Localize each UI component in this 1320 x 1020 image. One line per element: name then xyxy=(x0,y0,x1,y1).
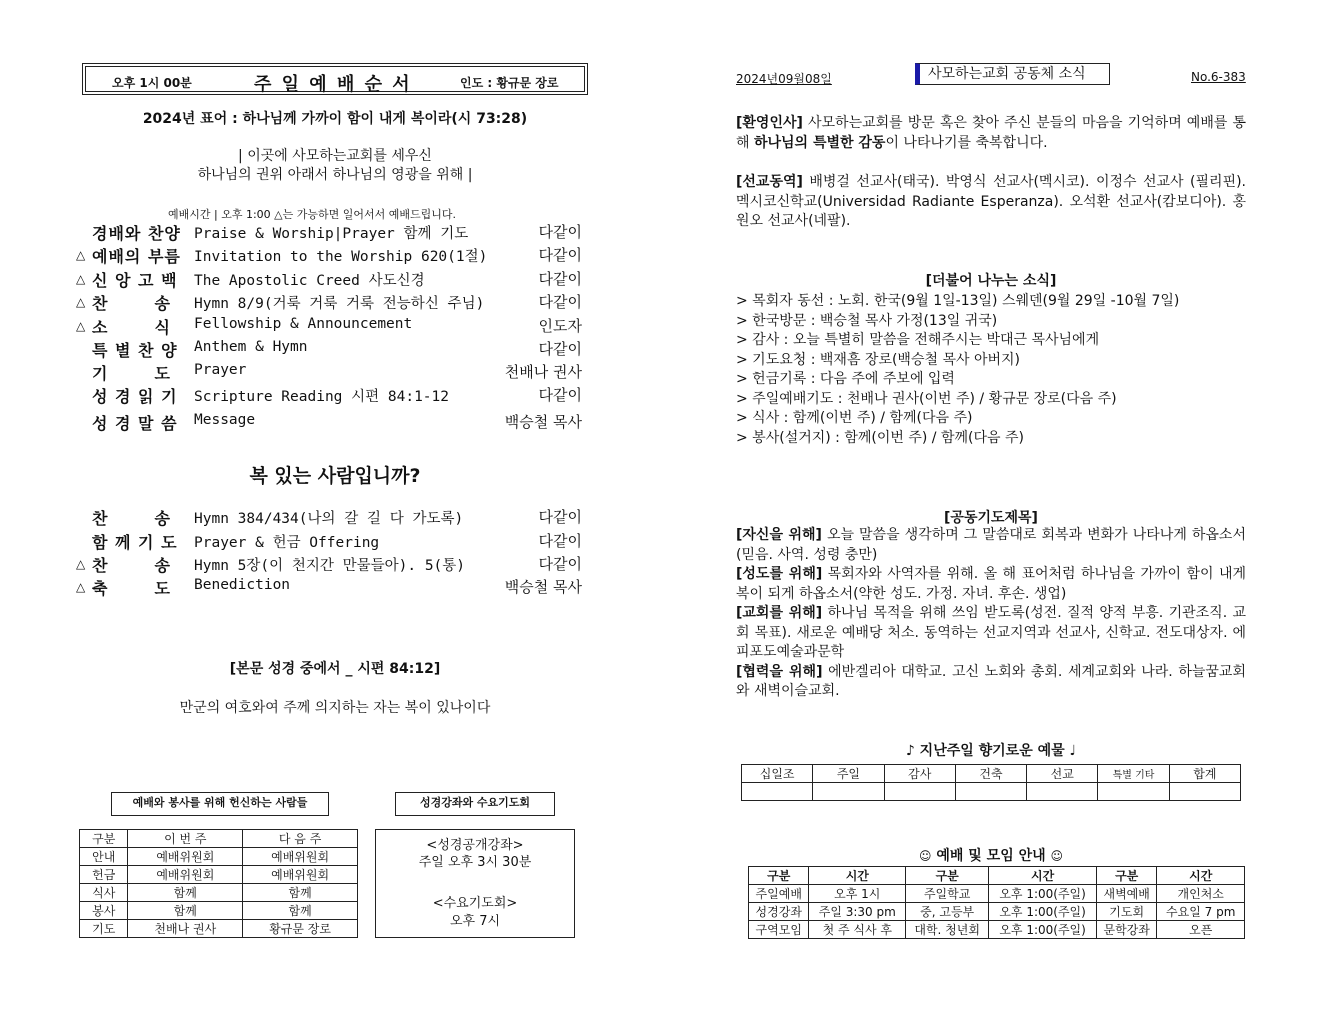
stand-mark: △ xyxy=(76,319,86,333)
welcome-text-1: 사모하는교회를 방문 혹은 찾아 주신 분들의 마음을 기억하며 예배를 통해 xyxy=(736,115,1246,151)
vision-line-2: 하나님의 권위 아래서 하나님의 영광을 위해 | xyxy=(197,167,473,183)
order-row xyxy=(76,530,586,552)
offering-value xyxy=(1027,783,1098,801)
offering-table xyxy=(741,764,1241,801)
order-item-desc: Scripture Reading 시편 84:1-12 xyxy=(194,389,449,405)
schedule-cell: 오후 1:00(주일) xyxy=(989,903,1097,921)
schedule-col-header: 구분 xyxy=(749,867,809,885)
schedule-cell: 구역모임 xyxy=(749,921,809,939)
order-item-desc: The Apostolic Creed 사도신경 xyxy=(194,273,425,289)
schedule-cell: 오후 1:00(주일) xyxy=(989,921,1097,939)
offering-value xyxy=(742,783,813,801)
servers-cell: 식사 xyxy=(80,884,128,902)
servers-cell: 함께 xyxy=(243,902,358,920)
order-item-desc: Praise & Worship|Prayer 함께 기도 xyxy=(194,226,469,242)
servers-cell: 예배위원회 xyxy=(128,848,243,866)
news-item: > 감사 : 오늘 특별히 말씀을 전해주시는 박대근 목사님에게 xyxy=(736,332,1100,348)
order-item-leader: 인도자 xyxy=(538,317,582,335)
order-item-desc: Invitation to the Worship 620(1절) xyxy=(194,249,488,265)
order-item-name: 찬 송 xyxy=(92,509,171,528)
order-item-name: 소 식 xyxy=(92,318,171,337)
bulletin-issue: No.6-383 xyxy=(1191,70,1246,84)
schedule-row xyxy=(749,921,1245,939)
news-item: > 한국방문 : 백승철 목사 가정(13일 귀국) xyxy=(736,312,998,329)
mission-text: 배병걸 선교사(태국). 박영식 선교사(멕시코). 이정수 선교사 (필리핀). 멕시코신학교(Universidad Radiante Esperanza). 오석환 선교사(캄보디아). 홍원오 선교사(네팔). xyxy=(736,174,1246,229)
order-item-leader: 다같이 xyxy=(538,555,582,573)
offering-value xyxy=(813,783,884,801)
prayer-item xyxy=(736,565,1246,604)
order-item-name: 축 도 xyxy=(92,579,171,598)
service-note: 예배시간 | 오후 1:00 △는 가능하면 일어서서 예배드립니다. xyxy=(168,208,456,221)
scripture-text: 만군의 여호와여 주께 의지하는 자는 복이 있나이다 xyxy=(179,700,491,716)
news-item: > 봉사(설거지) : 함께(이번 주) / 함께(다음 주) xyxy=(736,429,1024,446)
offering-value xyxy=(1169,783,1240,801)
prayer-heading: [공동기도제목] xyxy=(944,510,1038,526)
prayer-text: 오늘 말씀을 생각하며 그 말씀대로 회복과 변화가 나타나게 하옵소서(믿음. 사역. 성령 충만) xyxy=(736,527,1246,563)
service-header-inner xyxy=(85,66,585,95)
order-row xyxy=(76,315,586,337)
order-item-desc: Hymn 384/434(나의 갈 길 다 가도록) xyxy=(194,511,464,527)
mission-paragraph xyxy=(736,173,1246,232)
bulletin-date: 2024년09월08일 xyxy=(736,72,832,86)
servers-cell: 기도 xyxy=(80,920,128,938)
schedule-cell: 주일학교 xyxy=(906,885,989,903)
prayer-item xyxy=(736,663,1246,702)
offering-value xyxy=(884,783,955,801)
prayer-label: [자신을 위해] xyxy=(736,527,822,543)
offering-col-header: 선교 xyxy=(1027,765,1098,783)
offering-value xyxy=(1098,783,1169,801)
servers-row xyxy=(80,920,358,938)
offering-col-header: 십일조 xyxy=(742,765,813,783)
servers-col-header: 이 번 주 xyxy=(128,830,243,848)
stand-mark: △ xyxy=(76,248,86,262)
news-item: > 기도요청 : 백재흠 장로(백승철 목사 아버지) xyxy=(736,351,1020,368)
order-row xyxy=(76,384,586,406)
yearly-motto: 2024년 표어 : 하나님께 가까이 함이 내게 복이라(시 73:28) xyxy=(142,111,528,127)
prayer-meeting-title: <수요기도회> xyxy=(432,896,518,911)
order-item-name: 특 별 찬 양 xyxy=(92,341,178,360)
schedule-row xyxy=(749,885,1245,903)
news-heading: [더불어 나누는 소식] xyxy=(925,273,1057,289)
study-label: 성경강좌와 수요기도회 xyxy=(395,792,555,816)
schedule-cell: 주일예배 xyxy=(749,885,809,903)
schedule-cell: 첫 주 식사 후 xyxy=(809,921,906,939)
schedule-col-header: 시간 xyxy=(989,867,1097,885)
schedule-cell: 중, 고등부 xyxy=(906,903,989,921)
prayer-label: [협력을 위해] xyxy=(736,663,823,680)
order-item-desc: Benediction xyxy=(194,577,291,593)
servers-label: 예배와 봉사를 위해 헌신하는 사람들 xyxy=(111,792,329,816)
order-item-desc: Hymn 5장(이 천지간 만물들아). 5(통) xyxy=(194,558,466,574)
servers-row xyxy=(80,848,358,866)
prayer-item xyxy=(736,604,1246,663)
servers-col-header: 구분 xyxy=(80,830,128,848)
schedule-table xyxy=(748,866,1245,939)
offering-col-header: 감사 xyxy=(884,765,955,783)
schedule-cell: 대학. 청년회 xyxy=(906,921,989,939)
order-row xyxy=(76,553,586,575)
schedule-heading: 예배 및 모임 안내 xyxy=(936,848,1046,864)
scripture-heading: [본문 성경 중에서 _ 시편 84:12] xyxy=(229,661,441,677)
schedule-icon-right: ☺ xyxy=(1050,849,1064,863)
stand-mark: △ xyxy=(76,272,86,286)
servers-row xyxy=(80,902,358,920)
schedule-cell: 새벽예배 xyxy=(1096,885,1156,903)
welcome-text-2: 이 나타나기를 축복합니다. xyxy=(885,134,1048,151)
order-row xyxy=(76,268,586,290)
news-item: > 목회자 동선 : 노회. 한국(9월 1일-13일) 스웨덴(9월 29일 -10월 7일) xyxy=(736,293,1180,309)
order-item-name: 찬 송 xyxy=(92,294,171,313)
stand-mark: △ xyxy=(76,557,86,571)
schedule-cell: 주일 3:30 pm xyxy=(809,903,906,921)
order-item-name: 예배의 부름 xyxy=(92,247,181,266)
order-row xyxy=(76,338,586,360)
order-item-leader: 백승철 목사 xyxy=(504,413,582,431)
servers-cell: 안내 xyxy=(80,848,128,866)
order-item-desc: Message xyxy=(194,412,256,428)
order-item-leader: 다같이 xyxy=(538,293,582,311)
servers-col-header: 다 음 주 xyxy=(243,830,358,848)
mission-label: [선교동역] xyxy=(736,174,803,190)
order-row xyxy=(76,576,586,598)
servers-cell: 예배위원회 xyxy=(128,866,243,884)
prayer-text: 하나님 목적을 위해 쓰임 받도록(성전. 질적 양적 부흥. 기관조직. 교회 목표). 새로운 예배당 처소. 동역하는 선교지역과 선교사, 신학교. 전도대상자. 에피포도예술과문학 xyxy=(736,605,1247,660)
stand-mark: △ xyxy=(76,295,86,309)
news-item: > 헌금기록 : 다음 주에 주보에 입력 xyxy=(736,371,955,387)
news-item: > 식사 : 함께(이번 주) / 함께(다음 주) xyxy=(736,410,973,426)
order-item-leader: 다같이 xyxy=(538,340,582,358)
servers-cell: 천배나 권사 xyxy=(128,920,243,938)
order-item-name: 경배와 찬양 xyxy=(92,224,181,243)
order-item-desc: Prayer xyxy=(194,362,247,378)
lecture-title: <성경공개강좌> xyxy=(426,838,524,853)
prayer-meeting-time: 오후 7시 xyxy=(449,914,501,929)
offering-col-header: 주일 xyxy=(813,765,884,783)
service-leader: 인도 : 황규문 장로 xyxy=(460,76,559,90)
order-item-name: 함 께 기 도 xyxy=(92,533,178,552)
offering-heading: ♪ 지난주일 향기로운 예물 ♩ xyxy=(905,743,1077,759)
welcome-bold: 하나님의 특별한 감동 xyxy=(753,134,886,151)
schedule-col-header: 시간 xyxy=(1157,867,1245,885)
servers-row xyxy=(80,866,358,884)
order-item-desc: Prayer & 헌금 Offering xyxy=(194,535,380,551)
order-item-name: 찬 송 xyxy=(92,556,171,575)
schedule-cell: 오후 1:00(주일) xyxy=(989,885,1097,903)
schedule-icon-left: ☺ xyxy=(918,849,932,863)
news-item: > 주일예배기도 : 천배나 권사(이번 주) / 황규문 장로(다음 주) xyxy=(736,390,1117,407)
order-row xyxy=(76,361,586,383)
welcome-paragraph xyxy=(736,114,1246,153)
schedule-col-header: 구분 xyxy=(1096,867,1156,885)
order-item-leader: 다같이 xyxy=(538,386,582,404)
servers-cell: 봉사 xyxy=(80,902,128,920)
schedule-col-header: 구분 xyxy=(906,867,989,885)
order-item-leader: 다같이 xyxy=(538,223,582,241)
order-item-leader: 다같이 xyxy=(538,508,582,526)
schedule-col-header: 시간 xyxy=(809,867,906,885)
sermon-title: 복 있는 사람입니까? xyxy=(249,465,421,487)
study-box xyxy=(375,829,575,938)
servers-cell: 헌금 xyxy=(80,866,128,884)
servers-cell: 함께 xyxy=(128,884,243,902)
servers-table xyxy=(79,829,358,938)
order-item-leader: 천배나 권사 xyxy=(504,363,582,381)
schedule-cell: 오픈 xyxy=(1157,921,1245,939)
order-item-leader: 다같이 xyxy=(538,270,582,288)
prayer-label: [성도를 위해] xyxy=(736,566,823,582)
order-item-leader: 다같이 xyxy=(538,246,582,264)
prayer-list xyxy=(736,526,1246,702)
order-item-name: 성 경 읽 기 xyxy=(92,387,178,406)
servers-cell: 황규문 장로 xyxy=(243,920,358,938)
order-row xyxy=(76,291,586,313)
order-row xyxy=(76,244,586,266)
servers-cell: 예배위원회 xyxy=(243,848,358,866)
schedule-cell: 수요일 7 pm xyxy=(1157,903,1245,921)
prayer-item xyxy=(736,526,1246,565)
offering-col-header: 합계 xyxy=(1169,765,1240,783)
servers-row xyxy=(80,884,358,902)
prayer-text: 에반겔리아 대학교. 고신 노회와 총회. 세계교회와 나라. 하늘꿈교회와 새벽이슬교회. xyxy=(736,663,1246,699)
offering-col-header: 건축 xyxy=(955,765,1026,783)
schedule-cell: 개인처소 xyxy=(1157,885,1245,903)
prayer-label: [교회를 위해] xyxy=(736,605,823,621)
service-title: 주 일 예 배 순 서 xyxy=(254,74,412,95)
order-row xyxy=(76,506,586,528)
order-item-name: 신 앙 고 백 xyxy=(92,271,178,290)
order-item-desc: Anthem & Hymn xyxy=(194,339,308,355)
order-item-leader: 다같이 xyxy=(538,532,582,550)
servers-cell: 함께 xyxy=(243,884,358,902)
schedule-cell: 문학강좌 xyxy=(1096,921,1156,939)
servers-cell: 예배위원회 xyxy=(243,866,358,884)
schedule-cell: 기도회 xyxy=(1096,903,1156,921)
prayer-text: 목회자와 사역자를 위해. 올 해 표어처럼 하나님을 가까이 함이 내게 복이 되게 하옵소서(약한 성도. 가정. 자녀. 후손. 생업) xyxy=(736,566,1246,602)
order-row xyxy=(76,221,586,243)
service-time: 오후 1시 00분 xyxy=(112,76,192,90)
order-item-name: 성 경 말 씀 xyxy=(92,414,178,433)
stand-mark: △ xyxy=(76,580,86,594)
order-item-leader: 백승철 목사 xyxy=(504,578,582,596)
offering-value xyxy=(955,783,1026,801)
welcome-label: [환영인사] xyxy=(736,115,803,131)
schedule-row xyxy=(749,903,1245,921)
servers-cell: 함께 xyxy=(128,902,243,920)
order-item-desc: Fellowship & Announcement xyxy=(194,316,413,332)
order-item-name: 기 도 xyxy=(92,364,171,383)
vision-line-1: | 이곳에 사모하는교회를 세우신 xyxy=(238,148,432,164)
offering-col-header: 특별 기타 xyxy=(1098,765,1169,783)
schedule-cell: 성경강좌 xyxy=(749,903,809,921)
order-item-desc: Hymn 8/9(거룩 거룩 거룩 전능하신 주님) xyxy=(194,296,485,312)
schedule-heading-wrap xyxy=(736,845,1246,865)
schedule-cell: 오후 1시 xyxy=(809,885,906,903)
order-row xyxy=(76,411,586,433)
bulletin-title: 사모하는교회 공동체 소식 xyxy=(915,63,1110,85)
lecture-time: 주일 오후 3시 30분 xyxy=(418,855,532,870)
service-header-box xyxy=(82,63,588,95)
